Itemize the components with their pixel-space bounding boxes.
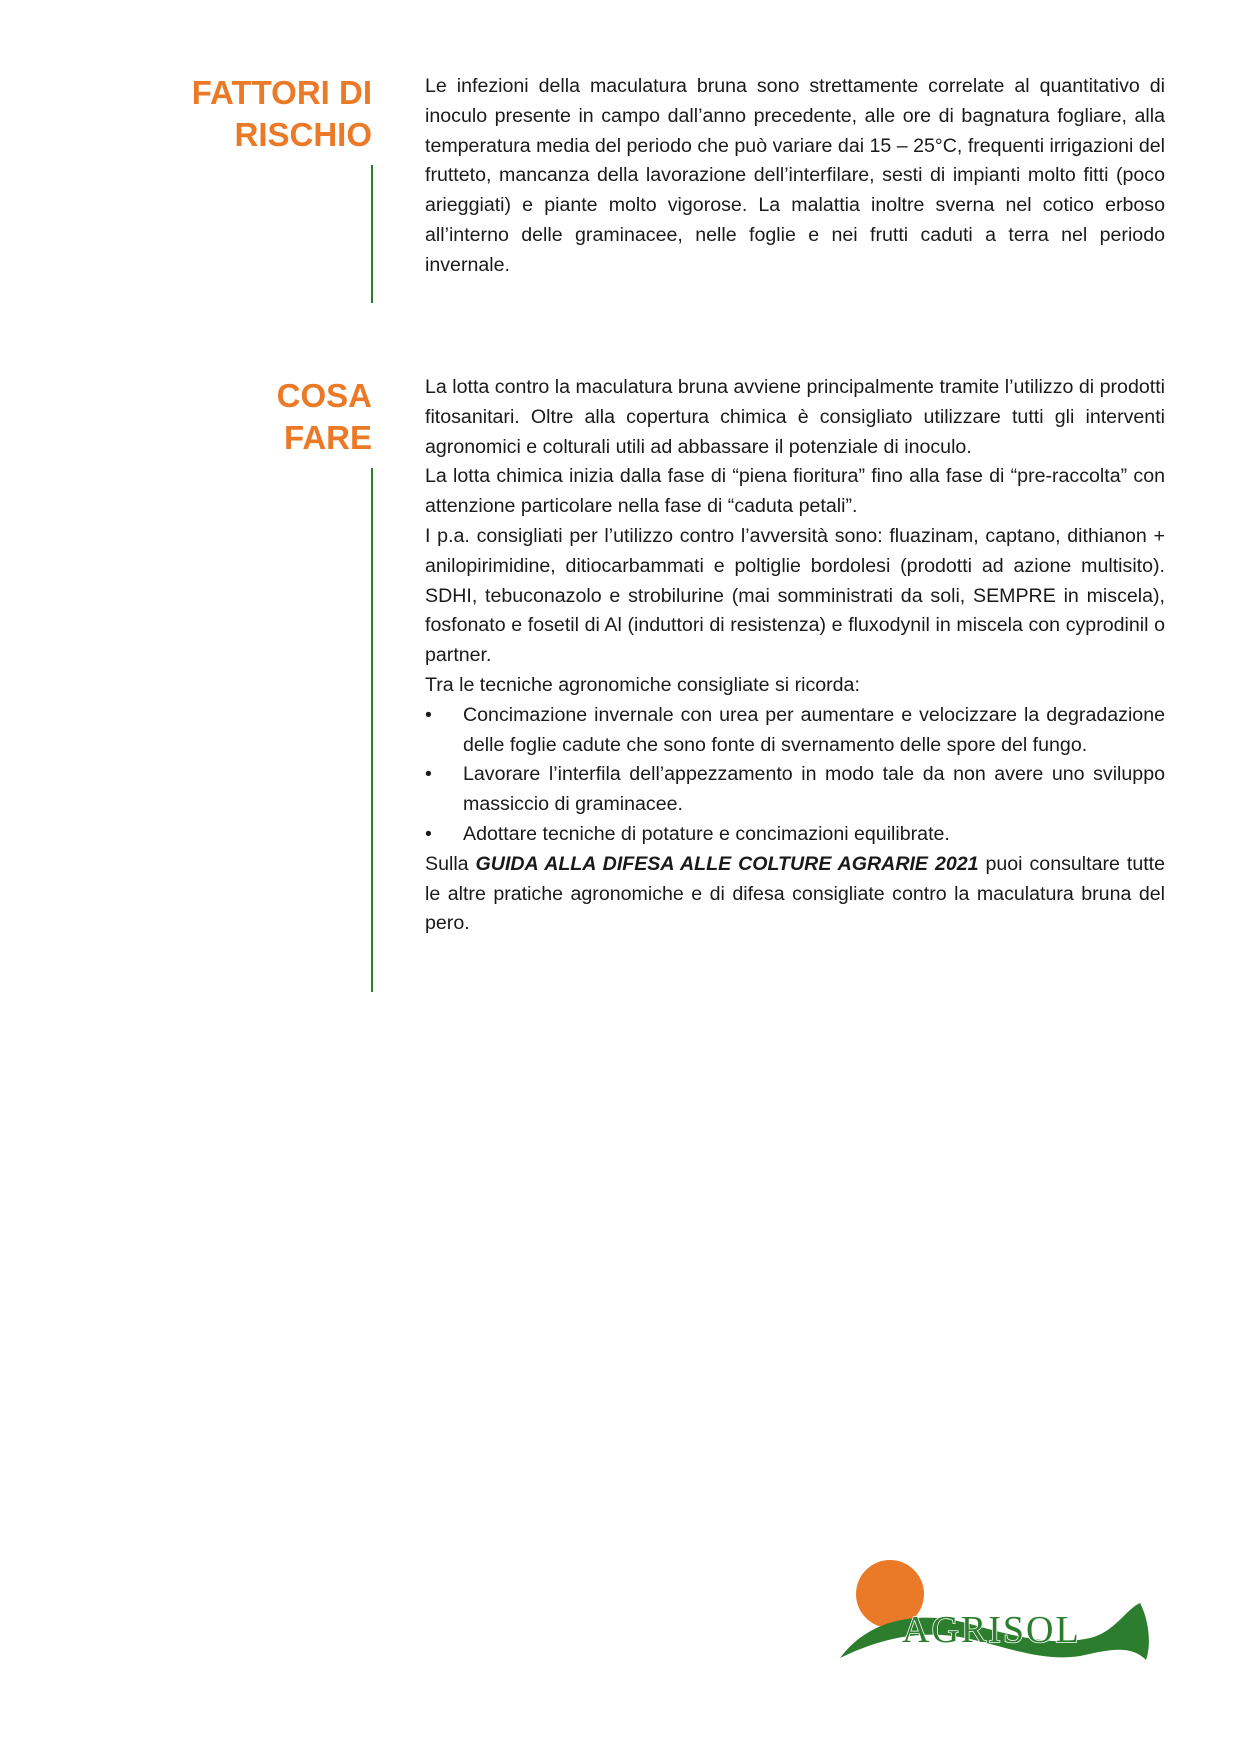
bullet-icon: • xyxy=(425,703,432,726)
section-divider xyxy=(371,468,373,992)
section-heading xyxy=(112,375,372,459)
list-item-text: Concimazione invernale con urea per aumentare e velocizzare la degradazione delle foglie cadute che sono fonte di svernamento delle spore del fungo. xyxy=(463,703,1165,756)
section-body xyxy=(425,373,1165,939)
bullet-list xyxy=(425,701,1165,850)
heading-line: FARE xyxy=(283,419,372,456)
heading-line: COSA xyxy=(276,377,372,414)
guide-title: GUIDA ALLA DIFESA ALLE COLTURE AGRARIE 2021 xyxy=(475,852,979,875)
list-item xyxy=(425,760,1165,820)
list-item-text: Lavorare l’interfila dell’appezzamento in modo tale da non avere uno sviluppo massiccio di graminacee. xyxy=(463,763,1165,816)
paragraph: La lotta contro la maculatura bruna avviene principalmente tramite l’utilizzo di prodotti fitosanitari. Oltre alla copertura chimica è consigliato utilizzare tutti gli interventi agronomici e colturali utili ad abbassare il potenziale di inoculo. xyxy=(425,376,1165,458)
closing-suffix: puoi consultare tutte le altre pratiche agronomiche e di difesa consigliate contro la maculatura bruna del pero. xyxy=(425,852,1165,935)
list-item xyxy=(425,820,1165,850)
heading-line: FATTORI DI xyxy=(191,74,372,111)
list-item-text: Adottare tecniche di potature e concimazioni equilibrate. xyxy=(463,822,950,845)
section-body xyxy=(425,72,1165,281)
paragraph: Le infezioni della maculatura bruna sono strettamente correlate al quantitativo di inoculo presente in campo dall’anno precedente, alle ore di bagnatura fogliare, alla temperatura media del periodo che può variare dai 15 – 25°C, frequenti irrigazioni del frutteto, mancanza della lavorazione dell’interfilare, sesti di impianti molto fitti (poco arieggiati) e piante molto vigorose. La malattia inoltre sverna nel cotico erboso all’interno delle graminacee, nelle foglie e nei frutti caduti a terra nel periodo invernale. xyxy=(425,75,1165,276)
agrisol-logo xyxy=(840,1548,1160,1668)
bullet-icon: • xyxy=(425,763,432,786)
logo-wordmark: AGRISOL xyxy=(902,1609,1081,1651)
bullet-icon: • xyxy=(425,822,432,845)
closing-prefix: Sulla xyxy=(425,852,476,875)
paragraph: I p.a. consigliati per l’utilizzo contro l’avversità sono: fluazinam, captano, dithianon + anilopirimidine, ditiocarbammati e poltiglie bordolesi (prodotti ad azione multisito). SDHI, tebuconazolo e strobilurine (mai somministrati da soli, SEMPRE in miscela), fosfonato e fosetil di Al (induttori di resistenza) e fluxodynil in miscela con cyprodinil o partner. xyxy=(425,524,1165,667)
agrisol-logo-graphic xyxy=(840,1548,1160,1668)
section-heading xyxy=(112,72,372,156)
paragraph: La lotta chimica inizia dalla fase di “piena fioritura” fino alla fase di “pre-raccolta” con attenzione particolare nella fase di “caduta petali”. xyxy=(425,465,1165,518)
paragraph: Tra le tecniche agronomiche consigliate si ricorda: xyxy=(425,673,860,696)
heading-line: RISCHIO xyxy=(234,116,372,153)
closing-paragraph xyxy=(425,850,1165,939)
list-item xyxy=(425,701,1165,761)
section-divider xyxy=(371,165,373,303)
